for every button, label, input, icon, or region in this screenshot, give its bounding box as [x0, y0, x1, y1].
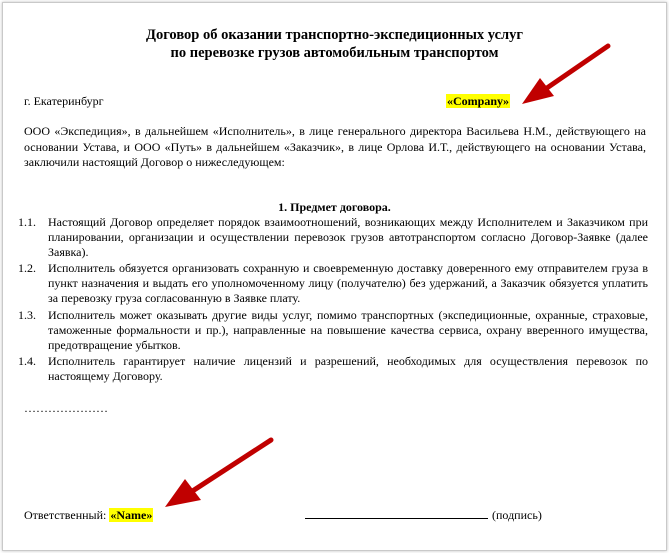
clause-text: Настоящий Договор определяет порядок взаимоотношений, возникающих между Исполнителем и Заказчиком при планировании, организации и осуществлении перевозок грузов автотранспортом согласно Договор-Заявке (далее Заявка). — [48, 215, 648, 260]
clause-text: Исполнитель может оказывать другие виды услуг, помимо транспортных (экспедиционные, охранные, страховые, таможенные формальности и пр.), направленные на повышение качества сервиса, охрану вверенного имущества, предотвращение убытков. — [48, 307, 648, 352]
responsible-row — [24, 508, 153, 524]
document-title-line1: Договор об оказании транспортно-экспедиционных услуг — [145, 27, 524, 43]
clause-number: 1.1. — [18, 215, 36, 229]
clause-item — [18, 261, 648, 306]
signature-line — [305, 518, 488, 519]
clause-text: Исполнитель обязуется организовать сохранную и своевременную доставку доверенного ему отправителем груза в пункт назначения и выдать его уполномоченному лицу (получателю) без удержаний, а Заказчик обязуется уплатить за перевозку груза согласованную в Заявке плату. — [48, 261, 648, 306]
clause-item — [18, 354, 648, 384]
clause-item — [18, 308, 648, 353]
signature-label: (подпись) — [492, 508, 542, 522]
arrow-company-icon — [510, 38, 620, 110]
clause-number: 1.2. — [18, 261, 36, 276]
company-placeholder-text[interactable]: «Company» — [447, 94, 510, 108]
document-title-line2: по перевозке грузов автомобильным транспортом — [170, 45, 499, 61]
section-title: 1. Предмет договора. — [278, 200, 391, 214]
intro-paragraph: ООО «Экспедиция», в дальнейшем «Исполнитель», в лице генерального директора Васильева Н.М., действующего на основании Устава, и ООО «Путь» в дальнейшем «Заказчик», в лице Орлова И.Т., действующего на основании Устава, заключили настоящий Договор о нижеследующем: — [24, 124, 646, 170]
clause-item — [18, 215, 648, 260]
responsible-label: Ответственный: — [24, 508, 107, 522]
clause-number: 1.3. — [18, 307, 36, 322]
clause-list — [18, 215, 648, 385]
city-label: г. Екатеринбург — [24, 94, 104, 108]
arrow-name-icon — [155, 432, 280, 512]
clause-text: Исполнитель гарантирует наличие лицензий и разрешений, необходимых для осуществления перевозок по настоящему Договору. — [48, 353, 648, 383]
name-placeholder[interactable]: «Name» — [110, 508, 153, 522]
company-placeholder[interactable] — [446, 94, 510, 110]
clause-number: 1.4. — [18, 353, 36, 368]
ellipsis-placeholder: ………………… — [24, 401, 108, 415]
